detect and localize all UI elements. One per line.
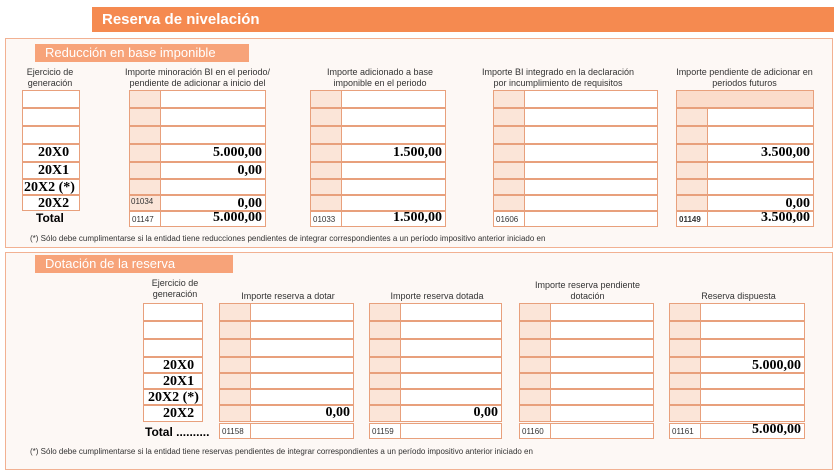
s1-integrado-cell[interactable] <box>524 90 658 108</box>
s1-pendiente-code-cell <box>676 179 708 195</box>
s1-total-pendiente: 3.500,00 <box>761 210 810 225</box>
s1-minoracion-code-cell <box>129 179 161 195</box>
s1-pendiente-cell[interactable] <box>707 108 814 126</box>
s2-pendiente-cell[interactable] <box>550 389 654 405</box>
s1-total-integrado-box[interactable] <box>524 211 658 227</box>
s2-total-code-01158: 01158 <box>219 423 251 439</box>
s1-pendiente-code-cell <box>676 144 708 162</box>
s2-total-code-01159: 01159 <box>369 423 401 439</box>
s2-a-dotar-cell[interactable] <box>250 373 354 389</box>
s1-header-adicionado: Importe adicionado a base imponible en el periodo <box>326 67 434 88</box>
s1-year-20x1: 20X1 <box>38 163 70 178</box>
s1-total-code-01033: 01033 <box>310 211 342 227</box>
s1-header-minoracion: Importe minoración BI en el periodo/ pendiente de adicionar a inicio del <box>124 67 271 88</box>
s1-adicionado-code-cell <box>310 195 342 211</box>
s2-dispuesta-cell[interactable] <box>700 405 805 422</box>
s2-total-code-01161: 01161 <box>669 423 701 439</box>
s1-adicionado-code-cell <box>310 90 342 108</box>
s1-total-minoracion: 5.000,00 <box>213 210 262 225</box>
s1-integrado-code-cell <box>493 162 525 179</box>
section-dotacion-title: Dotación de la reserva <box>35 255 233 273</box>
s2-header-ejercicio: Ejercicio de generación <box>151 278 199 299</box>
s2-a-dotar-cell[interactable] <box>250 339 354 357</box>
s2-a-dotar-cell[interactable] <box>250 321 354 339</box>
s1-adicionado-code-cell <box>310 126 342 144</box>
s2-pendiente-cell[interactable] <box>550 373 654 389</box>
s1-integrado-cell[interactable] <box>524 195 658 211</box>
s2-pendiente-cell[interactable] <box>550 303 654 321</box>
s1-year-20x2: 20X2 <box>38 196 70 211</box>
s1-integrado-code-cell <box>493 126 525 144</box>
s2-dotada-cell[interactable] <box>400 303 502 321</box>
s2-pendiente-code-cell <box>519 405 551 422</box>
s2-dotada-code-cell <box>369 389 401 405</box>
s2-pendiente-code-cell <box>519 373 551 389</box>
s1-integrado-cell[interactable] <box>524 126 658 144</box>
s2-year-cell[interactable] <box>143 303 203 321</box>
s2-pendiente-code-cell <box>519 321 551 339</box>
s2-dispuesta-cell[interactable] <box>700 303 805 321</box>
s1-integrado-cell[interactable] <box>524 162 658 179</box>
s2-a-dotar-code-cell <box>219 339 251 357</box>
s1-minoracion-cell[interactable] <box>160 90 266 108</box>
s2-dispuesta-code-cell <box>669 405 701 422</box>
s2-dispuesta-code-cell <box>669 373 701 389</box>
s1-header-pendiente: Importe pendiente de adicionar en periodos futuros <box>676 67 813 88</box>
page-title: Reserva de nivelación <box>92 7 834 32</box>
s2-pendiente-cell[interactable] <box>550 405 654 422</box>
s2-pendiente-code-cell <box>519 303 551 321</box>
s2-dispuesta-20x0[interactable]: 5.000,00 <box>752 358 801 373</box>
s2-dispuesta-code-cell <box>669 339 701 357</box>
s2-dotada-code-cell <box>369 373 401 389</box>
s1-minoracion-cell[interactable] <box>160 126 266 144</box>
s2-total-dispuesta: 5.000,00 <box>752 422 801 437</box>
s2-dotada-cell[interactable] <box>400 389 502 405</box>
s1-adicionado-code-cell <box>310 144 342 162</box>
s2-dispuesta-cell[interactable] <box>700 373 805 389</box>
s1-adicionado-20x0[interactable]: 1.500,00 <box>393 145 442 160</box>
s2-year-cell[interactable] <box>143 339 203 357</box>
s2-a-dotar-code-cell <box>219 389 251 405</box>
s1-adicionado-cell[interactable] <box>341 179 446 195</box>
s2-year-20x2-star: 20X2 (*) <box>148 390 199 405</box>
s1-minoracion-code-cell <box>129 144 161 162</box>
s1-pendiente-code-cell <box>676 126 708 144</box>
s1-adicionado-cell[interactable] <box>341 195 446 211</box>
s1-integrado-code-cell <box>493 179 525 195</box>
s1-integrado-cell[interactable] <box>524 144 658 162</box>
s1-total-adicionado: 1.500,00 <box>393 210 442 225</box>
s2-dotada-code-cell <box>369 339 401 357</box>
s1-year-cell[interactable] <box>22 126 80 144</box>
s1-minoracion-code-cell <box>129 162 161 179</box>
section-reduccion-title: Reducción en base imponible <box>35 44 249 62</box>
s2-a-dotar-20x2[interactable]: 0,00 <box>325 405 350 420</box>
s1-year-cell[interactable] <box>22 90 80 108</box>
s1-pendiente-cell[interactable] <box>707 126 814 144</box>
s2-a-dotar-code-cell <box>219 405 251 422</box>
s2-a-dotar-code-cell <box>219 373 251 389</box>
s1-minoracion-cell[interactable] <box>160 179 266 195</box>
s2-pendiente-cell[interactable] <box>550 321 654 339</box>
s1-minoracion-20x0[interactable]: 5.000,00 <box>213 145 262 160</box>
s1-adicionado-cell[interactable] <box>341 162 446 179</box>
s2-dispuesta-code-cell <box>669 389 701 405</box>
s1-integrado-code-cell <box>493 144 525 162</box>
s1-integrado-cell[interactable] <box>524 179 658 195</box>
s2-header-pendiente: Importe reserva pendiente dotación <box>534 280 641 301</box>
s2-a-dotar-code-cell <box>219 321 251 339</box>
s2-dotada-cell[interactable] <box>400 357 502 373</box>
s2-dotada-cell[interactable] <box>400 321 502 339</box>
s1-total-label: Total <box>36 211 64 225</box>
s1-year-20x0: 20X0 <box>38 145 70 160</box>
s1-total-code-01149: 01149 <box>676 211 708 227</box>
s1-footnote: (*) Sólo debe cumplimentarse si la entidad tiene reducciones pendientes de integrar correspondientes a un período impositivo anterior iniciado en <box>30 234 546 243</box>
s1-header-integrado: Importe BI integrado en la declaración por incumplimiento de requisitos <box>481 67 635 88</box>
s2-dotada-code-cell <box>369 405 401 422</box>
s2-pendiente-code-cell <box>519 357 551 373</box>
s2-year-cell[interactable] <box>143 321 203 339</box>
s1-pendiente-20x2[interactable]: 0,00 <box>785 196 810 211</box>
s2-header-dotada: Importe reserva dotada <box>390 291 484 301</box>
s1-adicionado-cell[interactable] <box>341 126 446 144</box>
s1-integrado-code-cell <box>493 90 525 108</box>
s2-dotada-cell[interactable] <box>400 373 502 389</box>
s1-adicionado-code-cell <box>310 108 342 126</box>
s2-total-a-dotar-box[interactable] <box>250 423 354 439</box>
s1-pendiente-cell[interactable] <box>707 162 814 179</box>
s1-pendiente-20x0[interactable]: 3.500,00 <box>761 145 810 160</box>
s2-total-pendiente-box[interactable] <box>550 423 654 439</box>
s2-total-label: Total .......... <box>145 425 210 439</box>
s1-minoracion-20x1[interactable]: 0,00 <box>237 163 262 178</box>
s2-dispuesta-cell[interactable] <box>700 321 805 339</box>
s1-header-ejercicio: Ejercicio de generación <box>26 67 74 88</box>
s2-dispuesta-code-cell <box>669 303 701 321</box>
s1-code-01034: 01034 <box>131 197 154 206</box>
s1-pendiente-code-cell <box>676 108 708 126</box>
s1-minoracion-code-cell <box>129 90 161 108</box>
s2-dotada-cell[interactable] <box>400 339 502 357</box>
s2-a-dotar-code-cell <box>219 303 251 321</box>
s1-minoracion-code-cell <box>129 126 161 144</box>
s2-pendiente-code-cell <box>519 339 551 357</box>
s2-dotada-code-cell <box>369 321 401 339</box>
s2-total-code-01160: 01160 <box>519 423 551 439</box>
s2-dotada-code-cell <box>369 357 401 373</box>
s1-total-code-01606: 01606 <box>493 211 525 227</box>
s2-a-dotar-cell[interactable] <box>250 389 354 405</box>
s2-dispuesta-cell[interactable] <box>700 339 805 357</box>
s2-year-20x1: 20X1 <box>163 374 195 389</box>
s2-pendiente-code-cell <box>519 389 551 405</box>
s1-adicionado-cell[interactable] <box>341 108 446 126</box>
s1-integrado-cell[interactable] <box>524 108 658 126</box>
s2-dotada-20x2[interactable]: 0,00 <box>473 405 498 420</box>
s1-pendiente-header-band <box>676 90 814 108</box>
s1-year-20x2-star: 20X2 (*) <box>24 180 75 195</box>
s2-footnote: (*) Sólo debe cumplimentarse si la entidad tiene reservas pendientes de integrar correspondientes a un período impositivo anterior iniciado en <box>30 447 533 456</box>
s2-dispuesta-code-cell <box>669 357 701 373</box>
s1-total-code-01147: 01147 <box>129 211 161 227</box>
s1-pendiente-cell[interactable] <box>707 179 814 195</box>
s2-total-dotada-box[interactable] <box>400 423 502 439</box>
s2-dispuesta-code-cell <box>669 321 701 339</box>
s1-pendiente-code-cell <box>676 162 708 179</box>
s2-header-dispuesta: Reserva dispuesta <box>701 291 776 301</box>
s1-adicionado-cell[interactable] <box>341 90 446 108</box>
s1-minoracion-code-cell <box>129 108 161 126</box>
s1-adicionado-code-cell <box>310 179 342 195</box>
s1-adicionado-code-cell <box>310 162 342 179</box>
s1-pendiente-code-cell <box>676 195 708 211</box>
s2-header-a-dotar: Importe reserva a dotar <box>241 291 335 301</box>
s2-pendiente-cell[interactable] <box>550 357 654 373</box>
s2-year-20x0: 20X0 <box>163 358 195 373</box>
s2-a-dotar-cell[interactable] <box>250 357 354 373</box>
s1-integrado-code-cell <box>493 195 525 211</box>
s2-pendiente-cell[interactable] <box>550 339 654 357</box>
s2-a-dotar-code-cell <box>219 357 251 373</box>
s1-minoracion-cell[interactable] <box>160 108 266 126</box>
s2-dotada-code-cell <box>369 303 401 321</box>
s2-a-dotar-cell[interactable] <box>250 303 354 321</box>
s1-integrado-code-cell <box>493 108 525 126</box>
s1-year-cell[interactable] <box>22 108 80 126</box>
s1-minoracion-20x2[interactable]: 0,00 <box>237 196 262 211</box>
s2-year-20x2: 20X2 <box>163 406 195 421</box>
s2-dispuesta-cell[interactable] <box>700 389 805 405</box>
